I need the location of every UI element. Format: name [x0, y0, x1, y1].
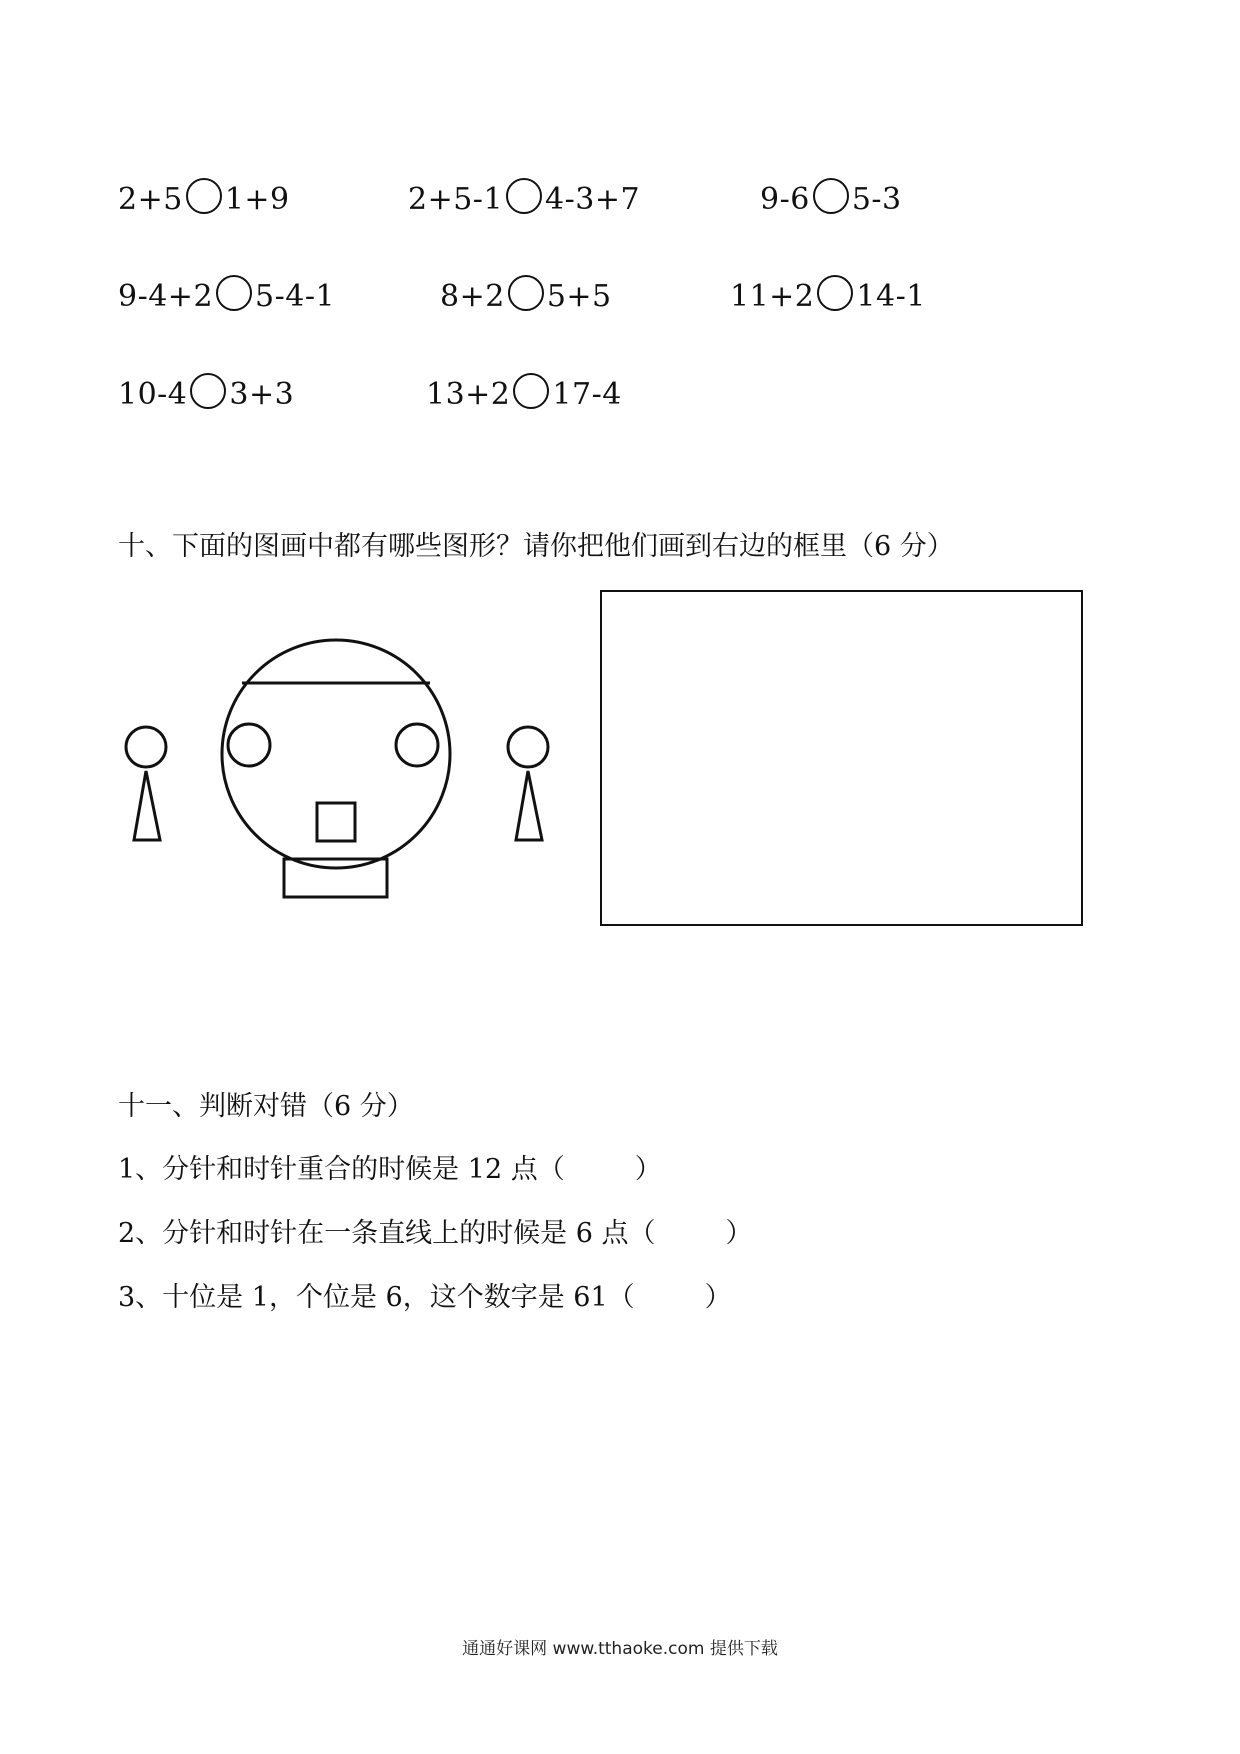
answer-circle[interactable]: [506, 178, 542, 214]
comparison-row-3: [0, 373, 1240, 433]
face-nose-square: [317, 803, 355, 841]
expression-left: 9-4+2: [118, 278, 214, 314]
face-right-ear-circle: [508, 727, 548, 767]
judgment-close-paren: ）: [634, 1154, 662, 1185]
expression-left: 2+5: [118, 181, 183, 217]
expression-right: 4-3+7: [545, 181, 641, 217]
answer-circle[interactable]: [817, 275, 853, 311]
face-left-ear-circle: [126, 727, 166, 767]
section-10-title: 十、下面的图画中都有哪些图形？请你把他们画到右边的框里（6 分）: [118, 531, 954, 562]
judgment-text: 3、十位是 1，个位是 6，这个数字是 61（: [118, 1282, 635, 1313]
answer-circle[interactable]: [513, 373, 549, 409]
expression-left: 13+2: [426, 376, 511, 412]
expression-right: 14-1: [856, 278, 926, 314]
judgment-item-1: [118, 1147, 662, 1186]
answer-circle[interactable]: [216, 275, 252, 311]
comparison-expression: [118, 373, 294, 415]
comparison-row-1: [0, 178, 1240, 238]
expression-left: 2+5-1: [408, 181, 504, 217]
drawing-answer-box[interactable]: [600, 590, 1083, 926]
comparison-row-2: [0, 275, 1240, 335]
expression-left: 11+2: [730, 278, 815, 314]
section-11-title: 十一、判断对错（6 分）: [118, 1091, 414, 1122]
answer-circle[interactable]: [813, 178, 849, 214]
expression-left: 8+2: [440, 278, 505, 314]
comparison-expression: [118, 178, 290, 220]
page-footer: 通通好课网 www.tthaoke.com 提供下载: [462, 1639, 778, 1659]
expression-right: 5+5: [546, 278, 612, 314]
judgment-close-paren: ）: [704, 1282, 732, 1313]
answer-circle[interactable]: [508, 275, 544, 311]
comparison-expression: [118, 275, 335, 317]
judgment-text: 1、分针和时针重合的时候是 12 点（: [118, 1154, 565, 1185]
expression-right: 1+9: [224, 181, 290, 217]
face-right-eye-circle: [396, 724, 438, 766]
expression-left: 10-4: [118, 376, 188, 412]
judgment-close-paren: ）: [725, 1218, 753, 1249]
face-drawing: [116, 576, 556, 936]
expression-right: 5-4-1: [255, 278, 336, 314]
comparison-expression: [730, 275, 926, 317]
comparison-expression: [408, 178, 640, 220]
comparison-expression: [440, 275, 612, 317]
face-right-earring-triangle: [516, 771, 542, 840]
judgment-text: 2、分针和时针在一条直线上的时候是 6 点（: [118, 1218, 656, 1249]
comparison-expression: [760, 178, 902, 220]
expression-left: 9-6: [760, 181, 810, 217]
face-left-earring-triangle: [134, 771, 160, 840]
expression-right: 17-4: [552, 376, 622, 412]
judgment-item-2: [118, 1211, 753, 1250]
expression-right: 3+3: [229, 376, 295, 412]
judgment-item-3: [118, 1275, 732, 1314]
expression-right: 5-3: [851, 181, 902, 217]
face-left-eye-circle: [228, 724, 270, 766]
comparison-expression: [426, 373, 622, 415]
face-head-circle: [222, 640, 450, 868]
answer-circle[interactable]: [186, 178, 222, 214]
face-mouth-rectangle: [284, 859, 387, 897]
answer-circle[interactable]: [190, 373, 226, 409]
